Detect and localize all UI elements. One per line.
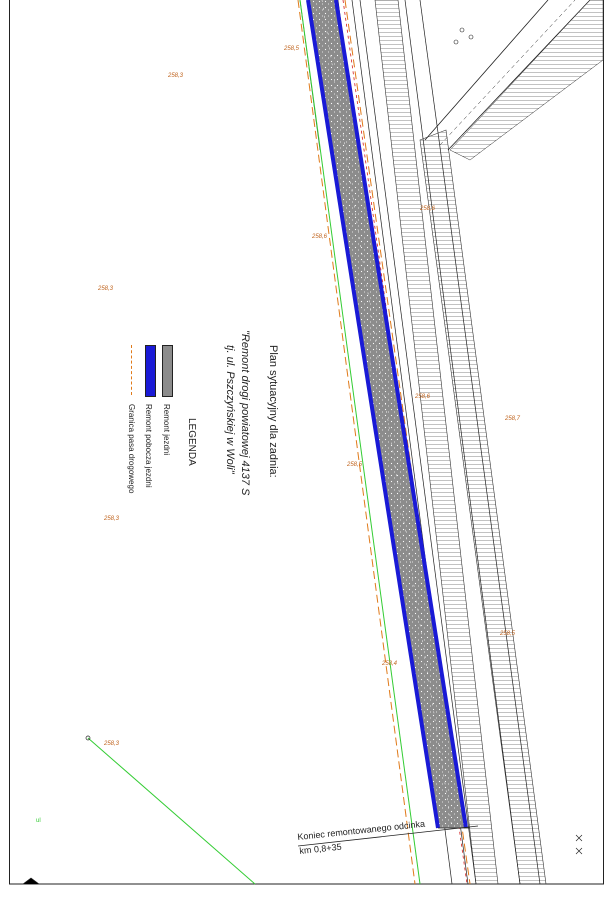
svg-text:258,6: 258,6 (312, 234, 328, 240)
legend-heading: LEGENDA (186, 418, 197, 466)
svg-text:258,6: 258,6 (420, 206, 436, 212)
plan-title-line1: Plan sytuacyjny dla zadnia: (267, 345, 279, 478)
svg-text:258,5: 258,5 (347, 462, 363, 468)
legend-item-road: Remont jezdni (162, 404, 171, 456)
svg-text:ul: ul (36, 818, 41, 824)
grey-fill-swatch (162, 345, 173, 397)
svg-text:258,3: 258,3 (98, 286, 114, 292)
svg-text:258,3: 258,3 (104, 516, 120, 522)
blue-dotted-swatch (145, 345, 156, 397)
legend-item-boundary: Granica pasa drogowego (127, 404, 136, 494)
orange-dashed-line (131, 345, 132, 395)
svg-text:258,7: 258,7 (505, 416, 521, 422)
survey-crosses (23, 835, 582, 884)
svg-text:258,3: 258,3 (104, 741, 120, 747)
green-lines (88, 0, 420, 884)
side-road (425, 0, 603, 160)
end-marker-km: km 0,8+35 (298, 841, 343, 856)
legend-item-shoulder: Remont pobocza jezdni (144, 404, 153, 488)
end-marker-label: Koniec remontowanego odcinka (296, 818, 426, 842)
road-edge-left (308, 0, 438, 828)
svg-text:258,3: 258,3 (168, 73, 184, 79)
plan-title-line3: tj. ul. Pszczyńskiej w Woli" (224, 345, 236, 474)
svg-text:258,5: 258,5 (284, 46, 300, 52)
plan-title-line2: "Remont drogi powiatowej 4137 S (239, 330, 251, 496)
svg-text:258,5: 258,5 (500, 631, 516, 637)
svg-text:258,6: 258,6 (415, 394, 431, 400)
svg-text:258,4: 258,4 (382, 661, 398, 667)
